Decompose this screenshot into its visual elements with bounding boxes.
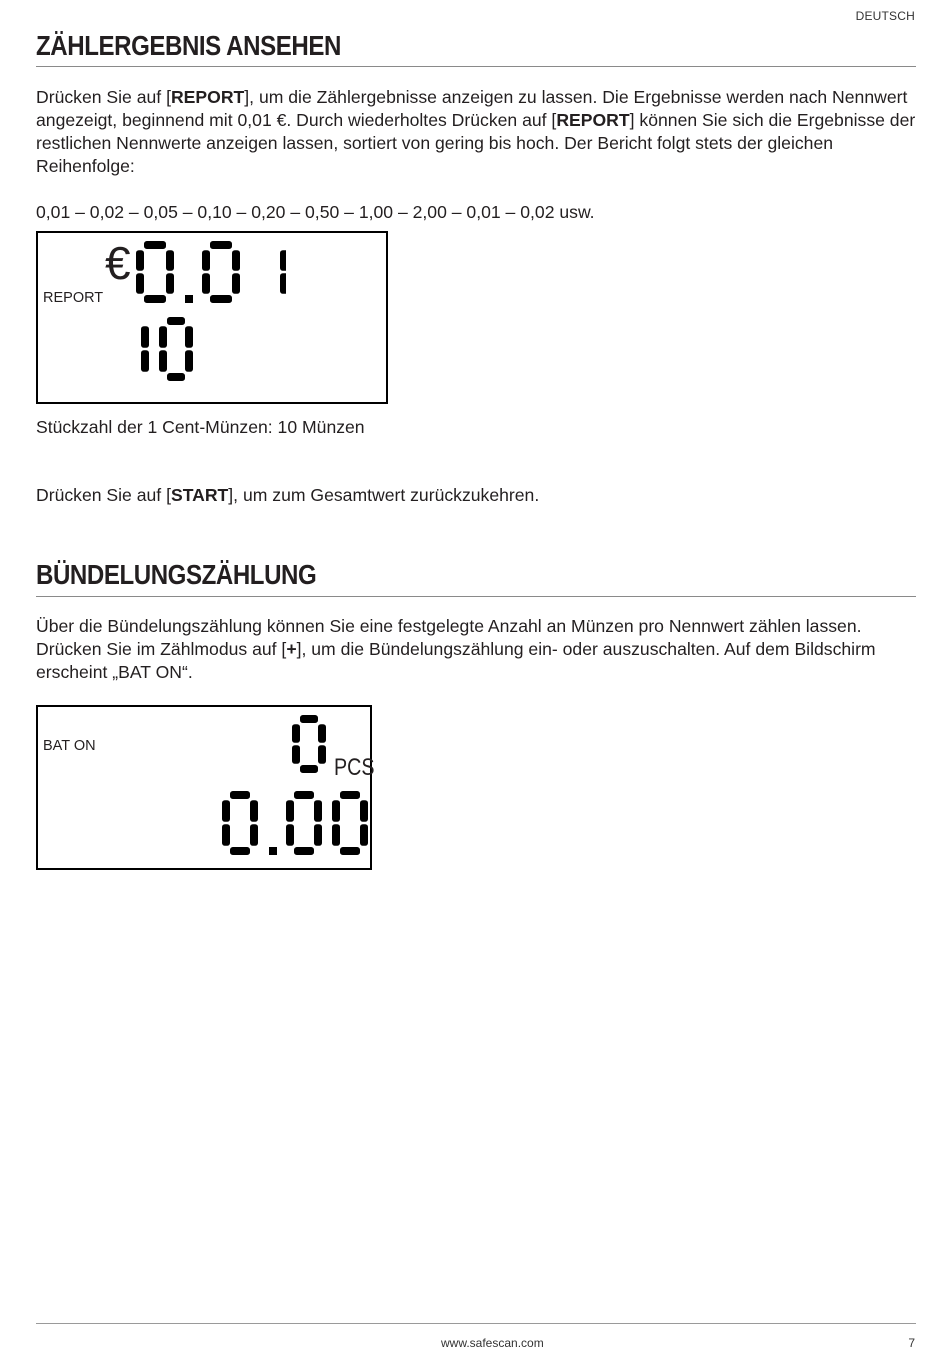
lcd-segment xyxy=(166,273,174,294)
pieces-count xyxy=(292,715,332,777)
title-divider xyxy=(36,66,916,67)
lcd-segment xyxy=(314,800,322,822)
footer-url: www.safescan.com xyxy=(441,1336,544,1350)
lcd-segment xyxy=(185,350,193,372)
lcd-decimal-point xyxy=(185,295,193,303)
lcd-segment xyxy=(222,824,230,846)
lcd-segment xyxy=(144,241,166,249)
lcd-segment xyxy=(280,273,286,294)
page-number: 7 xyxy=(908,1336,915,1350)
denomination-sequence: 0,01 – 0,02 – 0,05 – 0,10 – 0,20 – 0,50 – 1,00 – 2,00 – 0,01 – 0,02 usw. xyxy=(36,202,595,222)
lcd-segment xyxy=(250,824,258,846)
lcd-segment xyxy=(159,326,167,348)
lcd-segment xyxy=(167,317,185,325)
lcd-segment xyxy=(280,250,286,271)
lcd-segment xyxy=(314,824,322,846)
denomination-value xyxy=(136,241,286,309)
pcs-unit: PCS xyxy=(334,754,375,781)
report-display xyxy=(36,231,388,404)
bat-on-label: BAT ON xyxy=(43,738,96,754)
lcd-segment xyxy=(141,326,149,348)
lcd-segment xyxy=(210,295,232,303)
report-instructions: Drücken Sie auf [REPORT], um die Zählergebnisse anzeigen zu lassen. Die Ergebnisse werden nach Nennwert angezeigt, beginnend mit 0,01 €. Durch wiederholtes Drücken auf [REPORT] können Sie sich die Ergebnisse der restlichen Nennwerte anzeigen lassen, sortiert von gering bis hoch. Der Bericht folgt stets der gleichen Reihenfolge: xyxy=(36,87,916,176)
report-key: REPORT xyxy=(556,110,630,130)
lcd-segment xyxy=(294,847,314,855)
report-label: REPORT xyxy=(43,290,104,306)
batch-instructions: Über die Bündelungszählung können Sie eine festgelegte Anzahl an Münzen pro Nennwert zählen lassen. Drücken Sie im Zählmodus auf [+], um die Bündelungszählung ein- oder auszuschalten. Auf dem Bildschirm erscheint „BAT ON“. xyxy=(36,616,876,682)
lcd-segment xyxy=(136,273,144,294)
lcd-segment xyxy=(332,824,340,846)
section-title-batch-counting: BÜNDELUNGSZÄHLUNG xyxy=(36,559,317,590)
lcd-segment xyxy=(286,824,294,846)
start-key: START xyxy=(170,485,229,505)
lcd-segment xyxy=(136,250,144,271)
lcd-segment xyxy=(318,724,326,743)
lcd-segment xyxy=(360,824,368,846)
footer-divider xyxy=(36,1323,916,1324)
language-label: DEUTSCH xyxy=(855,9,915,23)
section-title-count-results: ZÄHLERGEBNIS ANSEHEN xyxy=(36,30,341,61)
lcd-segment xyxy=(202,250,210,271)
lcd-segment xyxy=(232,250,240,271)
lcd-segment xyxy=(292,745,300,764)
plus-key: + xyxy=(286,639,297,659)
lcd-segment xyxy=(294,791,314,799)
euro-symbol: € xyxy=(105,237,131,289)
lcd-segment xyxy=(232,273,240,294)
lcd-segment xyxy=(202,273,210,294)
display-caption: Stückzahl der 1 Cent-Münzen: 10 Münzen xyxy=(36,417,365,437)
lcd-segment xyxy=(300,765,318,773)
lcd-segment xyxy=(159,350,167,372)
lcd-segment xyxy=(360,800,368,822)
lcd-segment xyxy=(318,745,326,764)
lcd-segment xyxy=(222,800,230,822)
lcd-segment xyxy=(185,326,193,348)
title-divider xyxy=(36,596,916,597)
lcd-segment xyxy=(340,791,360,799)
lcd-decimal-point xyxy=(269,847,277,855)
lcd-segment xyxy=(167,373,185,381)
lcd-segment xyxy=(141,350,149,372)
batch-value xyxy=(222,791,368,861)
lcd-segment xyxy=(292,724,300,743)
lcd-segment xyxy=(166,250,174,271)
lcd-segment xyxy=(250,800,258,822)
lcd-segment xyxy=(230,847,250,855)
lcd-segment xyxy=(144,295,166,303)
lcd-segment xyxy=(286,800,294,822)
lcd-segment xyxy=(230,791,250,799)
coin-count xyxy=(115,317,215,387)
lcd-segment xyxy=(332,800,340,822)
lcd-segment xyxy=(340,847,360,855)
start-instructions: Drücken Sie auf [START], um zum Gesamtwert zurückzukehren. xyxy=(36,485,540,505)
report-key: REPORT xyxy=(170,87,245,107)
lcd-segment xyxy=(300,715,318,723)
batch-display xyxy=(36,705,375,870)
lcd-segment xyxy=(210,241,232,249)
